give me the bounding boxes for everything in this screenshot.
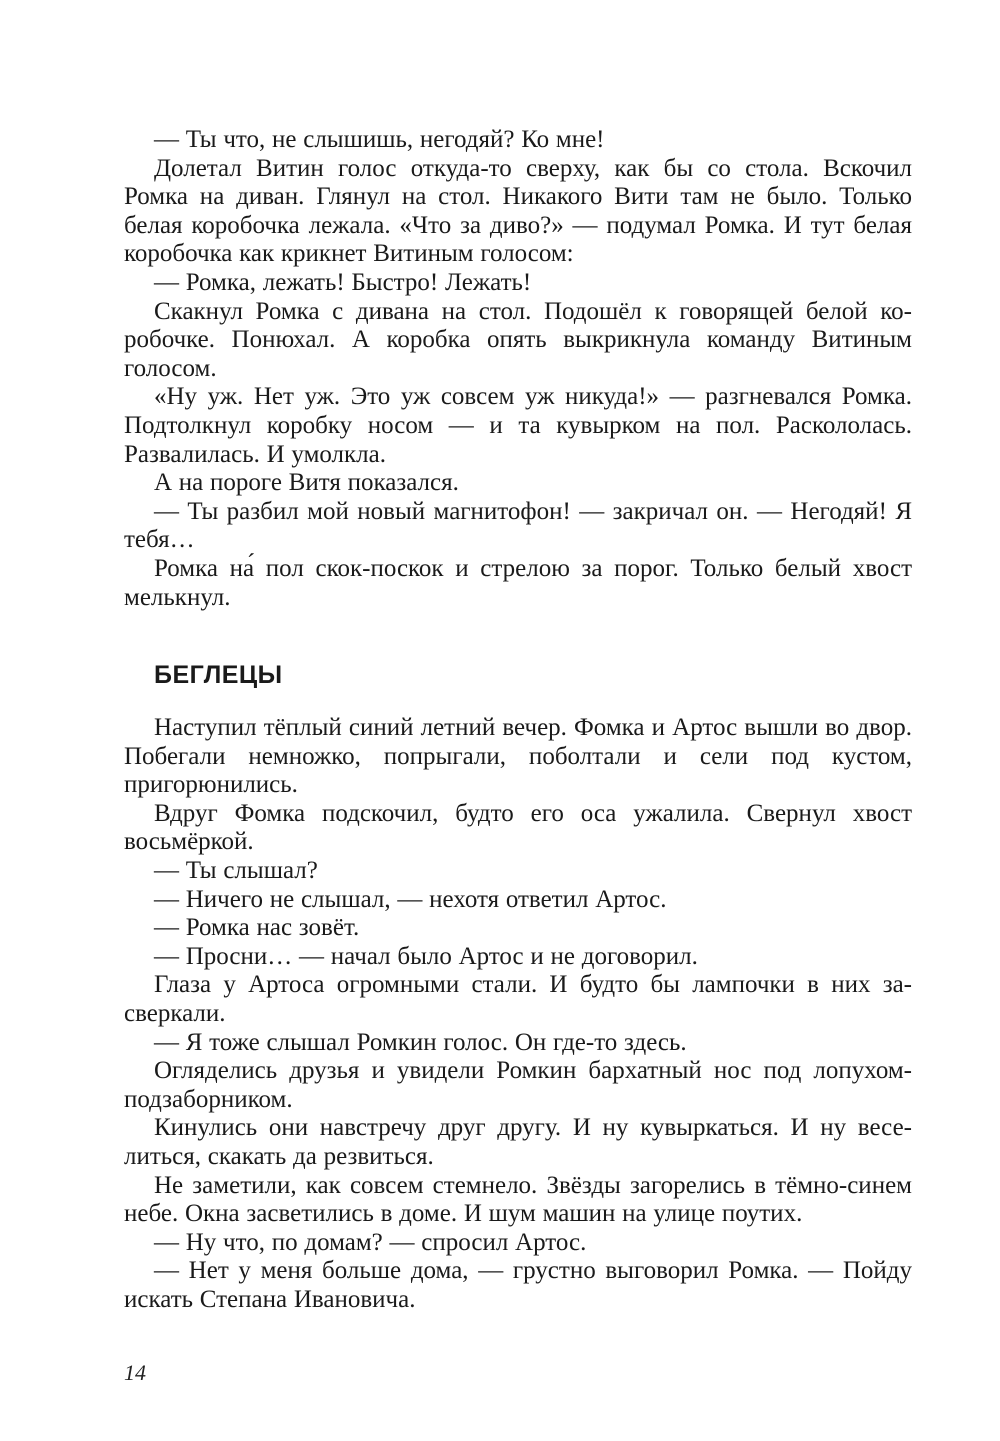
chapter-title: БЕГЛЕЦЫ xyxy=(154,661,283,689)
paragraph: Огляделись друзья и увидели Ромкин бархатный нос под лопухом-подзаборником. xyxy=(124,1057,912,1113)
paragraph: Кинулись они навстречу друг другу. И ну кувыркаться. И ну веселиться, скакать да резвиться. xyxy=(124,1114,912,1170)
paragraph: — Ты слышал? xyxy=(154,856,318,884)
paragraph: — Я тоже слышал Ромкин голос. Он где-то здесь. xyxy=(154,1028,687,1056)
paragraph: Долетал Витин голос откуда-то сверху, как бы со стола. Вскочил Ромка на диван. Глянул на стол. Никакого Вити там не было. Только белая коробочка лежала. «Что за диво?» — подумал Ромка. И тут белая коробочка как крикнет Витиным голосом: xyxy=(124,154,912,268)
paragraph: — Ты что, не слышишь, негодяй? Ко мне! xyxy=(154,126,605,153)
paragraph: Глаза у Артоса огромными стали. И будто бы лампочки в них засверкали. xyxy=(124,971,912,1027)
paragraph: Вдруг Фомка подскочил, будто его оса ужалила. Свернул хвост восьмёркой. xyxy=(124,799,912,856)
paragraph: — Просни… — начал было Артос и не договорил. xyxy=(154,942,698,970)
paragraph: Наступил тёплый синий летний вечер. Фомка и Артос вышли во двор. Побегали немножко, попрыгали, поболтали и сели под кустом, пригорюнились. xyxy=(124,714,912,799)
paragraph: Скакнул Ромка с дивана на стол. Подошёл к говорящей белой коробочке. Понюхал. А коробка опять выкрикнула команду Витиным голосом. xyxy=(124,297,912,382)
paragraph: — Ты разбил мой новый магнитофон! — закричал он. — Негодяй! Я тебя… xyxy=(124,497,912,554)
paragraph: — Ничего не слышал, — нехотя ответил Артос. xyxy=(154,885,667,913)
paragraph: «Ну уж. Нет уж. Это уж совсем уж никуда!» — разгневался Ромка. Подтолкнул коробку носом — и та кувырком на пол. Раскололась. Развалилась. И умолкла. xyxy=(124,383,912,468)
paragraph: А на пороге Витя показался. xyxy=(154,469,459,497)
page-number: 14 xyxy=(124,1360,146,1385)
chapter-body xyxy=(124,714,912,1314)
paragraph: — Нет у меня больше дома, — грустно выговорил Ромка. — Пойду искать Степана Ивановича. xyxy=(124,1257,912,1313)
paragraph: — Ну что, по домам? — спросил Артос. xyxy=(154,1228,587,1256)
paragraph: — Ромка, лежать! Быстро! Лежать! xyxy=(154,268,532,296)
paragraph: Ромка на́ пол скок-поскок и стрелою за порог. Только белый хвост мелькнул. xyxy=(124,554,912,611)
paragraph: Не заметили, как совсем стемнело. Звёзды загорелись в тёмно-синем небе. Окна засветились в доме. И шум машин на улице поутих. xyxy=(124,1171,912,1228)
story-continuation xyxy=(124,126,912,612)
paragraph: — Ромка нас зовёт. xyxy=(154,914,360,942)
